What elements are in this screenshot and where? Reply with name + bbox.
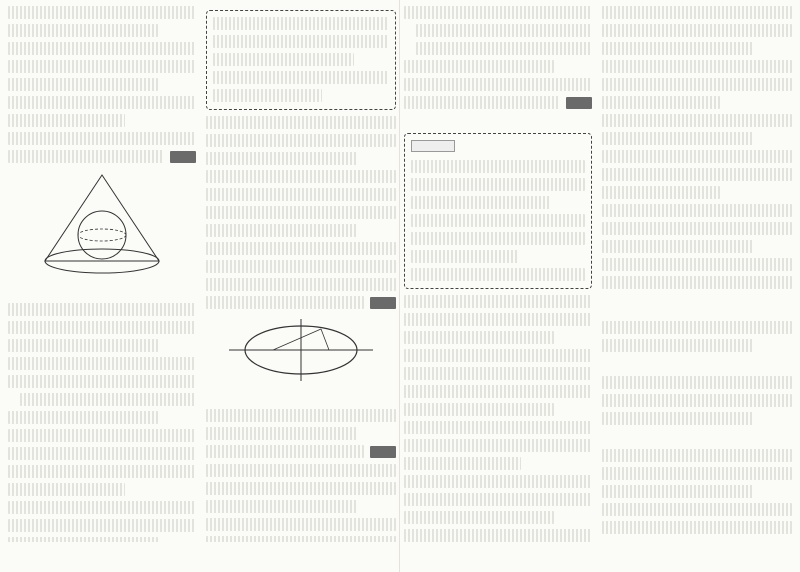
answer-highlight [404,96,592,109]
right-page-column-1 [404,6,592,542]
answer-highlight [206,445,396,458]
answer-highlight [206,296,396,309]
page-footer [8,552,396,566]
problem-heading [602,303,792,317]
left-page-column-1 [8,6,196,542]
left-page-column-2 [206,6,396,542]
thinking-guide-box [404,133,592,289]
left-page [8,6,396,566]
problem-heading [602,431,792,445]
problem-heading [8,285,196,299]
thinking-guide-box [206,10,396,110]
ellipse-figure [221,315,381,385]
guide-tag [411,140,455,152]
book-spine [399,0,400,572]
page-footer [404,552,792,566]
right-page-column-2 [602,6,792,542]
answer-highlight [8,150,196,163]
problem-heading [206,391,396,405]
problem-heading [404,115,592,129]
cone-sphere-figure [27,169,177,279]
right-page [404,6,792,566]
problem-heading [602,358,792,372]
